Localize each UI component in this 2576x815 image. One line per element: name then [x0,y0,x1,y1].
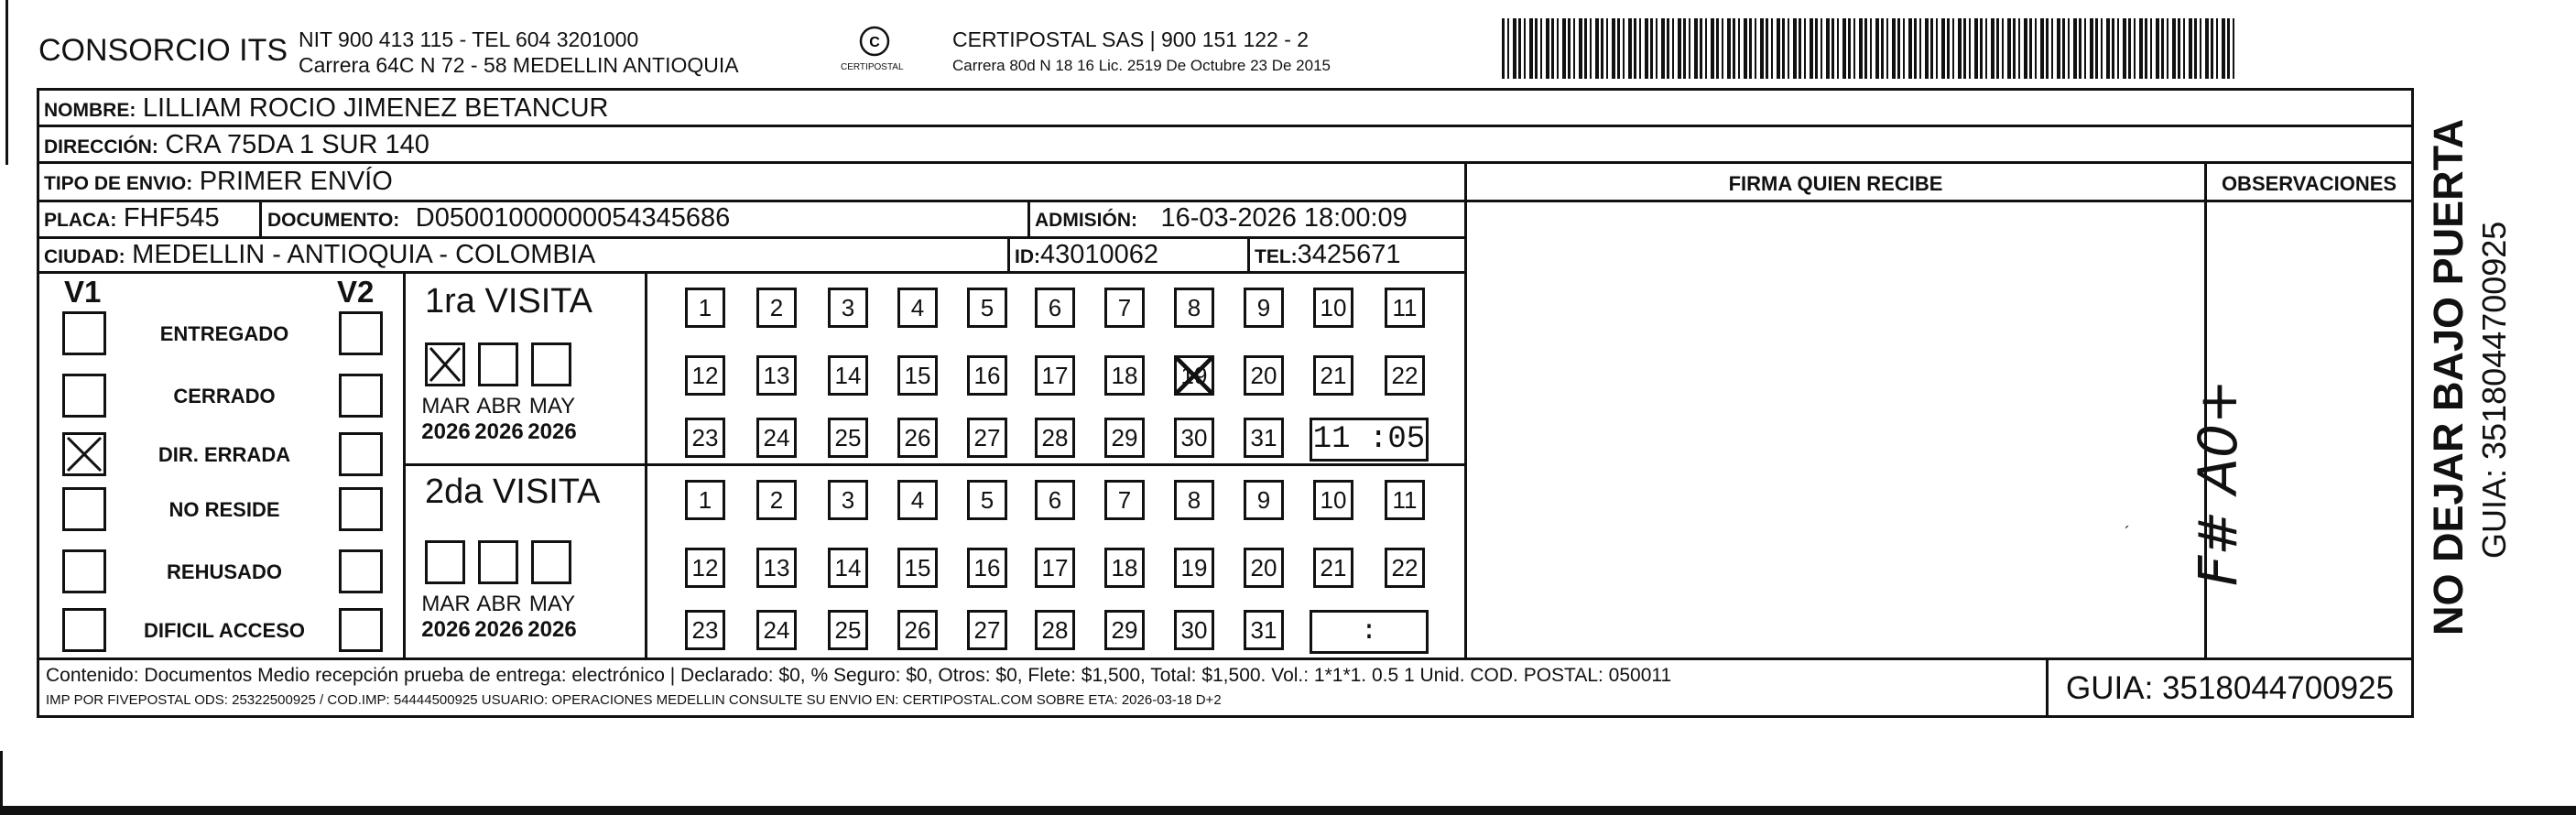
status-label: DIFICIL ACCESO [143,619,305,642]
day-box[interactable]: 4 [897,288,938,328]
direccion-label: DIRECCIÓN: [44,136,158,158]
placa-value: FHF545 [123,203,220,233]
carrier-line-2: Carrera 80d N 18 16 Lic. 2519 De Octubre 23 De 2015 [952,57,1331,74]
v1-label: V1 [64,275,102,309]
day-box[interactable]: 21 [1313,548,1353,588]
day-box[interactable]: 19 [1174,355,1214,396]
day-box[interactable]: 20 [1244,548,1284,588]
month-label: MAY [528,394,576,418]
tipo-label: TIPO DE ENVIO: [44,173,193,194]
day-box[interactable]: 30 [1174,418,1214,458]
day-box[interactable]: 6 [1035,288,1075,328]
day-box[interactable]: 29 [1104,418,1145,458]
firma-header: FIRMA QUIEN RECIBE [1728,172,1943,195]
day-box[interactable]: 21 [1313,355,1353,396]
direccion-row [44,132,429,158]
day-box[interactable]: 14 [828,548,868,588]
day-box[interactable]: 22 [1385,355,1425,396]
status-label: NO RESIDE [168,498,280,521]
year-label: 2026 [474,617,524,642]
placa-row [44,205,220,232]
day-box[interactable]: 18 [1104,548,1145,588]
v2-checkbox[interactable] [339,311,383,355]
tel-label: TEL: [1255,246,1298,267]
day-box[interactable]: 2 [756,480,797,520]
day-box[interactable]: 16 [967,548,1007,588]
day-box[interactable]: 5 [967,480,1007,520]
day-box[interactable]: 23 [685,418,725,458]
year-label: 2026 [421,617,471,642]
v2-checkbox[interactable] [339,608,383,652]
second-visit-title: 2da VISITA [425,473,601,511]
day-box[interactable]: 15 [897,355,938,396]
observations-handwriting: F# A0+ [2187,379,2249,586]
day-box[interactable]: 10 [1313,288,1353,328]
day-box[interactable]: 8 [1174,480,1214,520]
day-box[interactable]: 1 [685,480,725,520]
day-box[interactable]: 5 [967,288,1007,328]
year-label: 2026 [421,419,471,444]
tel-value: 3425671 [1297,240,1401,269]
ciudad-row [44,242,595,268]
v1-checkbox[interactable] [62,608,106,652]
v1-checkbox[interactable] [62,549,106,593]
first-visit-title: 1ra VISITA [425,282,593,321]
day-box[interactable]: 26 [897,610,938,650]
certipostal-logo-icon [859,26,890,57]
scan-edge [0,806,2576,815]
day-box[interactable]: 3 [828,480,868,520]
visit-time[interactable]: 11 :05 [1310,418,1429,462]
documento-label: DOCUMENTO: [267,210,400,231]
month-checkbox[interactable] [425,342,465,386]
footer-imp: IMP POR FIVEPOSTAL ODS: 25322500925 / COD.IMP: 54444500925 USUARIO: OPERACIONES MEDELLIN CONSULTE SU ENVIO EN: CERTIPOSTAL.COM SOBRE ETA: 2026-03-18 D+2 [46,692,1222,708]
status-label: CERRADO [173,385,276,408]
day-box[interactable]: 20 [1244,355,1284,396]
day-box[interactable]: 7 [1104,288,1145,328]
day-box[interactable]: 14 [828,355,868,396]
v2-checkbox[interactable] [339,487,383,531]
placa-label: PLACA: [44,210,117,231]
id-value: 43010062 [1040,240,1159,269]
month-label: MAR [421,394,471,418]
documento-value: D05001000000054345686 [415,203,731,233]
day-box[interactable]: 28 [1035,610,1075,650]
day-box[interactable]: 3 [828,288,868,328]
day-box[interactable]: 26 [897,418,938,458]
id-row [1015,242,1158,268]
v2-checkbox[interactable] [339,432,383,476]
month-checkbox[interactable] [425,540,465,584]
barcode [1502,18,2234,79]
day-box[interactable]: 29 [1104,610,1145,650]
logo-caption: CERTIPOSTAL [841,62,904,72]
id-label: ID: [1015,246,1040,267]
day-box[interactable]: 1 [685,288,725,328]
day-box[interactable]: 10 [1313,480,1353,520]
nombre-label: NOMBRE: [44,100,136,121]
company-name: CONSORCIO ITS [38,33,288,68]
tel-row [1255,242,1401,268]
svg-text:C: C [869,35,880,50]
month-checkbox[interactable] [478,540,518,584]
day-box[interactable]: 25 [828,418,868,458]
month-label: ABR [476,394,522,418]
nombre-row [44,95,609,122]
observaciones-header: OBSERVACIONES [2221,172,2397,195]
month-checkbox[interactable] [478,342,518,386]
day-box[interactable]: 13 [756,355,797,396]
day-box[interactable]: 4 [897,480,938,520]
day-box[interactable]: 13 [756,548,797,588]
day-box[interactable]: 27 [967,610,1007,650]
carrier-line-1: CERTIPOSTAL SAS | 900 151 122 - 2 [952,27,1310,51]
day-box[interactable]: 22 [1385,548,1425,588]
day-box[interactable]: 11 [1385,480,1425,520]
ciudad-label: CIUDAD: [44,246,125,267]
day-box[interactable]: 8 [1174,288,1214,328]
direccion-value: CRA 75DA 1 SUR 140 [165,130,429,159]
stray-mark: ´ [2125,524,2130,542]
day-box[interactable]: 12 [685,355,725,396]
v2-checkbox[interactable] [339,374,383,418]
day-box[interactable]: 6 [1035,480,1075,520]
day-box[interactable]: 24 [756,610,797,650]
month-checkbox[interactable] [531,342,571,386]
side-guia: GUIA: 3518044700925 [2475,221,2513,559]
day-box[interactable]: 31 [1244,610,1284,650]
year-label: 2026 [527,419,577,444]
day-box[interactable]: 7 [1104,480,1145,520]
day-box[interactable]: 17 [1035,548,1075,588]
ciudad-value: MEDELLIN - ANTIOQUIA - COLOMBIA [132,240,596,269]
day-box[interactable]: 12 [685,548,725,588]
month-label: MAY [528,592,576,616]
v1-checkbox[interactable] [62,487,106,531]
tipo-row [44,168,393,195]
month-label: MAR [421,592,471,616]
day-box[interactable]: 31 [1244,418,1284,458]
day-box[interactable]: 18 [1104,355,1145,396]
visit-time[interactable]: : [1310,610,1429,654]
day-box[interactable]: 17 [1035,355,1075,396]
admision-value: 16-03-2026 18:00:09 [1160,203,1408,233]
nombre-value: LILLIAM ROCIO JIMENEZ BETANCUR [142,93,609,123]
day-box[interactable]: 27 [967,418,1007,458]
v2-checkbox[interactable] [339,549,383,593]
month-checkbox[interactable] [531,540,571,584]
admision-label: ADMISIÓN: [1035,210,1137,231]
day-box[interactable]: 15 [897,548,938,588]
day-box[interactable]: 30 [1174,610,1214,650]
status-label: ENTREGADO [159,322,289,345]
year-label: 2026 [474,419,524,444]
v1-checkbox[interactable] [62,374,106,418]
v2-label: V2 [337,275,375,309]
footer-guia: GUIA: 3518044700925 [2066,670,2395,706]
day-box[interactable]: 23 [685,610,725,650]
status-label: DIR. ERRADA [158,443,291,466]
tipo-value: PRIMER ENVÍO [199,167,393,196]
month-label: ABR [476,592,522,616]
v1-checkbox[interactable] [62,311,106,355]
v1-checkbox[interactable] [62,432,106,476]
year-label: 2026 [527,617,577,642]
company-line-2: Carrera 64C N 72 - 58 MEDELLIN ANTIOQUIA [299,53,739,77]
documento-row [267,205,730,232]
day-box[interactable]: 9 [1244,288,1284,328]
day-box[interactable]: 19 [1174,548,1214,588]
day-box[interactable]: 16 [967,355,1007,396]
day-box[interactable]: 25 [828,610,868,650]
status-label: REHUSADO [167,560,282,583]
day-box[interactable]: 2 [756,288,797,328]
day-box[interactable]: 9 [1244,480,1284,520]
day-box[interactable]: 28 [1035,418,1075,458]
day-box[interactable]: 24 [756,418,797,458]
footer-content: Contenido: Documentos Medio recepción prueba de entrega: electrónico | Declarado: $0, % Seguro: $0, Otros: $0, Flete: $1,500, Total: $1,500. Vol.: 1*1*1. 0.5 1 Unid. COD. POSTAL: 050011 [46,665,1672,686]
day-box[interactable]: 11 [1385,288,1425,328]
side-warning: NO DEJAR BAJO PUERTA [2425,118,2472,636]
admision-row [1035,205,1408,232]
company-line-1: NIT 900 413 115 - TEL 604 3201000 [299,27,639,51]
